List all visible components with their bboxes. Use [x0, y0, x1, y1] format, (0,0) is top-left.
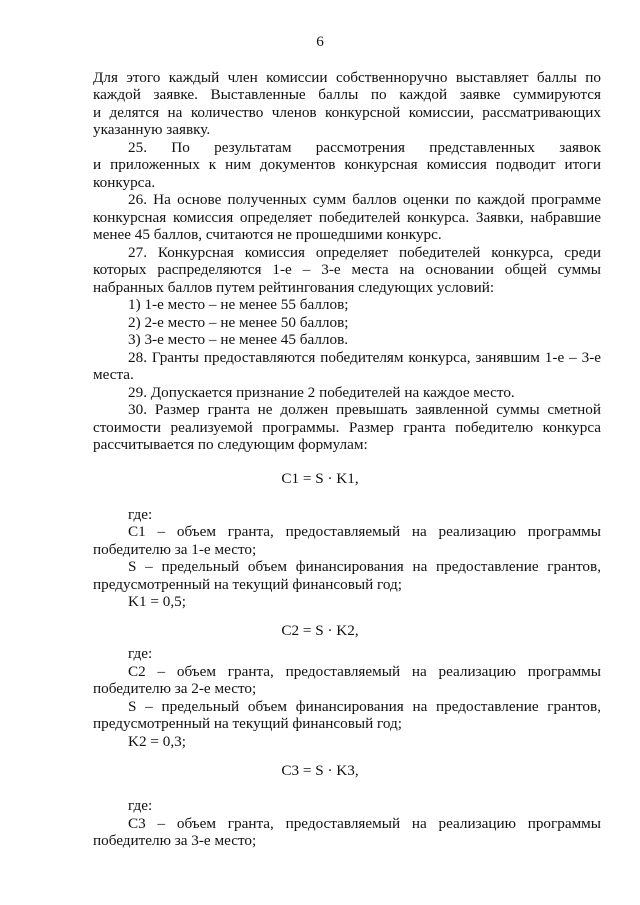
- line: предусмотренный на текущий финансовый год;: [93, 576, 402, 593]
- formula: C3 = S · K3,: [281, 762, 359, 779]
- formula: C1 = S · K1,: [281, 470, 359, 487]
- line: конкурса.: [93, 174, 156, 191]
- line: и приложенных к ним документов конкурсная комиссия подводит итоги: [93, 156, 601, 173]
- paragraph-first-line: C3 – объем гранта, предоставляемый на реализацию программы: [128, 815, 601, 832]
- paragraph-first-line: 27. Конкурсная комиссия определяет победителей конкурса, среди: [128, 244, 601, 261]
- coefficient: K1 = 0,5;: [128, 593, 186, 610]
- paragraph-first-line: 28. Гранты предоставляются победителям конкурса, занявшим 1-е – 3-е: [128, 349, 601, 366]
- line: менее 45 баллов, считаются не прошедшими конкурс.: [93, 226, 442, 243]
- paragraph-first-line: 29. Допускается признание 2 победителей на каждое место.: [128, 384, 515, 401]
- line: конкурсная комиссия определяет победителей конкурса. Заявки, набравшие: [93, 209, 601, 226]
- paragraph-first-line: S – предельный объем финансирования на предоставление грантов,: [128, 698, 601, 715]
- line: стоимости реализуемой программы. Размер гранта победителю конкурса: [93, 419, 601, 436]
- list-item: 2) 2-е место – не менее 50 баллов;: [128, 314, 349, 331]
- paragraph-first-line: 25. По результатам рассмотрения представленных заявок: [128, 139, 601, 156]
- line: предусмотренный на текущий финансовый год;: [93, 715, 402, 732]
- line: каждой заявке. Выставленные баллы по каждой заявке суммируются: [93, 86, 601, 103]
- line: рассчитывается по следующим формулам:: [93, 436, 368, 453]
- line: Для этого каждый член комиссии собственноручно выставляет баллы по: [93, 69, 601, 86]
- paragraph-first-line: 26. На основе полученных сумм баллов оценки по каждой программе: [128, 191, 601, 208]
- line: указанную заявку.: [93, 121, 211, 138]
- line: места.: [93, 366, 134, 383]
- line: победителю за 1-е место;: [93, 541, 257, 558]
- paragraph-first-line: C2 – объем гранта, предоставляемый на реализацию программы: [128, 663, 601, 680]
- paragraph-first-line: C1 – объем гранта, предоставляемый на реализацию программы: [128, 523, 601, 540]
- list-item: 1) 1-е место – не менее 55 баллов;: [128, 296, 349, 313]
- coefficient: K2 = 0,3;: [128, 733, 186, 750]
- line: набранных баллов путем рейтингования следующих условий:: [93, 279, 495, 296]
- where-label: где:: [128, 506, 153, 523]
- line: победителю за 3-е место;: [93, 832, 257, 849]
- page-number: 6: [316, 33, 324, 50]
- where-label: где:: [128, 645, 153, 662]
- line: и делятся на количество членов конкурсной комиссии, рассматривающих: [93, 104, 601, 121]
- line: победителю за 2-е место;: [93, 680, 257, 697]
- paragraph-first-line: S – предельный объем финансирования на предоставление грантов,: [128, 558, 601, 575]
- paragraph-first-line: 30. Размер гранта не должен превышать заявленной суммы сметной: [128, 401, 601, 418]
- list-item: 3) 3-е место – не менее 45 баллов.: [128, 331, 349, 348]
- formula: C2 = S · K2,: [281, 622, 359, 639]
- line: которых распределяются 1-е – 3-е места на основании общей суммы: [93, 261, 601, 278]
- where-label: где:: [128, 797, 153, 814]
